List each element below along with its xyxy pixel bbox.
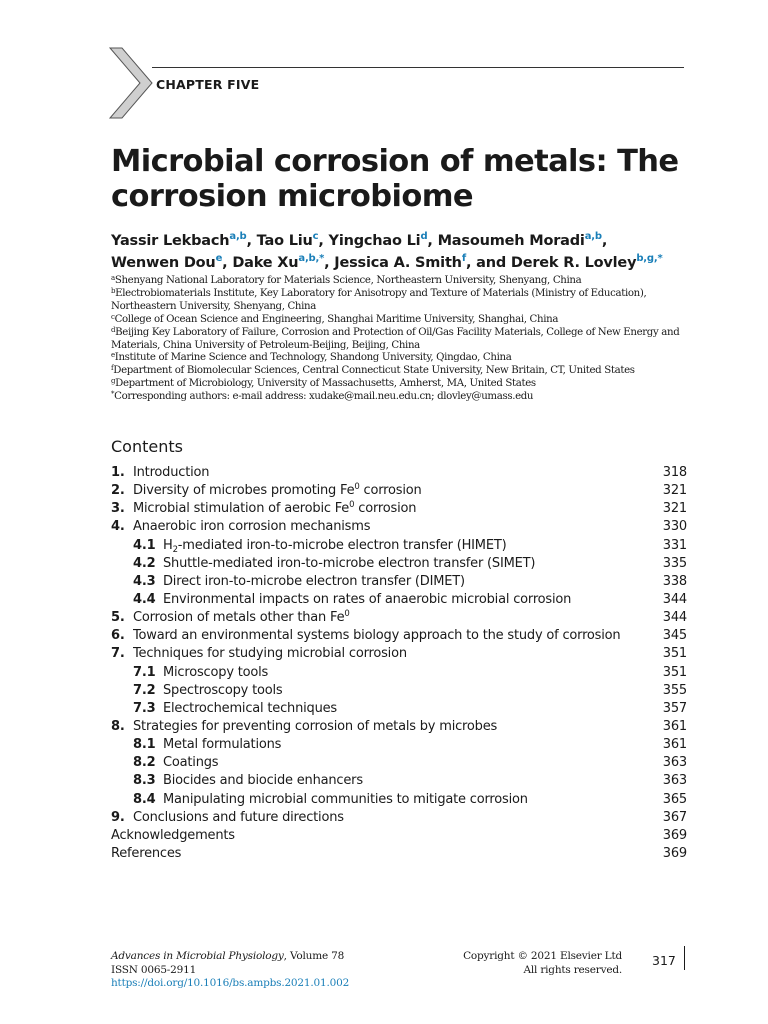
toc-title-text: Techniques for studying microbial corrosion: [133, 646, 407, 662]
toc-title-text: Manipulating microbial communities to mitigate corrosion: [163, 791, 528, 807]
toc-title-text: Environmental impacts on rates of anaerobic microbial corrosion: [163, 591, 572, 607]
issn: ISSN 0065-2911: [111, 963, 197, 976]
toc-title: [163, 736, 647, 754]
toc-entry[interactable]: [111, 664, 687, 682]
toc-superscript: 0: [349, 500, 355, 511]
toc-page-number: 363: [662, 755, 687, 771]
toc-page-number: 355: [662, 682, 687, 698]
toc-page-number: 367: [662, 809, 687, 825]
author-affiliation-marker: a,b: [584, 231, 602, 242]
page-number-rule: [684, 946, 685, 970]
author-name: Tao Liu: [256, 233, 313, 249]
author-name: Jessica A. Smith: [334, 255, 462, 271]
toc-entry[interactable]: [111, 537, 687, 555]
toc-page-number: 335: [662, 555, 687, 571]
toc-page-number: 331: [662, 537, 687, 553]
toc-number: 2.: [111, 483, 125, 499]
page-number: 317: [652, 953, 676, 968]
toc-page-number: 369: [662, 845, 687, 861]
toc-title-text: Conclusions and future directions: [133, 809, 344, 825]
toc-entry[interactable]: [111, 555, 687, 573]
toc-number: 6.: [111, 628, 125, 644]
affiliation-list: [111, 275, 691, 404]
toc-entry[interactable]: [111, 827, 687, 845]
affiliation-marker: g: [111, 377, 116, 386]
toc-superscript: 0: [344, 609, 350, 620]
toc-entry[interactable]: [111, 518, 687, 536]
affiliation-item: [111, 365, 691, 378]
toc-title-text: corrosion: [359, 483, 422, 499]
toc-title: [163, 772, 647, 790]
toc-entry[interactable]: [111, 591, 687, 609]
author-separator: ,: [601, 233, 608, 249]
author-affiliation-marker: e: [215, 253, 223, 264]
toc-entry[interactable]: [111, 809, 687, 827]
author-name: Wenwen Dou: [111, 255, 216, 271]
author-name: and Derek R. Lovley: [476, 255, 637, 271]
toc-title: [163, 555, 647, 573]
toc-page-number: 344: [662, 610, 687, 626]
toc-number: 7.: [111, 646, 125, 662]
toc-title: [133, 500, 647, 518]
author-affiliation-marker: d: [420, 231, 428, 242]
toc-number: 5.: [111, 610, 125, 626]
contents-heading: Contents: [111, 437, 183, 456]
author-affiliation-marker: c: [312, 231, 319, 242]
toc-page-number: 344: [662, 591, 687, 607]
toc-title: [133, 645, 647, 663]
toc-title-text: Metal formulations: [163, 737, 282, 753]
toc-title: [133, 809, 647, 827]
toc-indent: [111, 537, 133, 555]
affiliation-text: College of Ocean Science and Engineering, Shanghai Maritime University, Shanghai, China: [114, 313, 559, 325]
toc-page-number: 321: [662, 483, 687, 499]
toc-indent: [111, 736, 133, 754]
toc-number: 8.3: [133, 773, 156, 789]
toc-title-text: Anaerobic iron corrosion mechanisms: [133, 519, 371, 535]
author-name: Dake Xu: [232, 255, 299, 271]
toc-title-text: -mediated iron-to-microbe electron transfer (HIMET): [177, 537, 507, 553]
affiliation-text: Department of Microbiology, University of Massachusetts, Amherst, MA, United States: [115, 378, 536, 390]
toc-title-text: Biocides and biocide enhancers: [163, 773, 363, 789]
toc-indent: [111, 555, 133, 573]
toc-page-number: 345: [662, 628, 687, 644]
toc-title-text: Microbial stimulation of aerobic Fe: [133, 501, 350, 517]
toc-entry[interactable]: [111, 772, 687, 790]
author-name: Masoumeh Moradi: [437, 233, 585, 249]
chapter-label: CHAPTER FIVE: [156, 77, 260, 92]
chapter-rule: [152, 67, 684, 68]
toc-entry[interactable]: [111, 500, 687, 518]
toc-title: [163, 682, 647, 700]
toc-entry[interactable]: [111, 791, 687, 809]
toc-title: [133, 627, 647, 645]
toc-page-number: 351: [662, 664, 687, 680]
toc-title-text: Shuttle-mediated iron-to-microbe electron transfer (SIMET): [163, 555, 536, 571]
toc-page-number: 318: [662, 465, 687, 480]
toc-indent: [111, 754, 133, 772]
toc-number: 8.2: [133, 755, 156, 771]
toc-title-text: References: [111, 845, 182, 861]
toc-title: [163, 573, 647, 591]
affiliation-item: [111, 288, 691, 314]
affiliation-item: [111, 378, 691, 391]
doi-link[interactable]: https://doi.org/10.1016/bs.ampbs.2021.01.002: [111, 977, 350, 989]
toc-number: 4.2: [133, 555, 156, 571]
toc-entry[interactable]: [111, 609, 687, 627]
author-affiliation-marker: b,g,*: [636, 253, 663, 264]
toc-indent: [111, 591, 133, 609]
author-name: Yingchao Li: [328, 233, 421, 249]
author-separator: ,: [222, 255, 233, 271]
toc-page-number: 321: [662, 501, 687, 517]
toc-title-text: Introduction: [133, 465, 210, 480]
footer-copyright: [420, 950, 622, 977]
affiliation-item: [111, 314, 691, 327]
toc-indent: [111, 700, 133, 718]
toc-entry[interactable]: [111, 645, 687, 663]
author-affiliation-marker: f: [461, 253, 466, 264]
affiliation-marker: d: [111, 325, 116, 334]
toc-title-text: Spectroscopy tools: [163, 682, 283, 698]
toc-entry[interactable]: [111, 754, 687, 772]
chapter-title: Microbial corrosion of metals: The corrosion microbiome: [111, 144, 679, 214]
affiliation-text: Electrobiomaterials Institute, Key Laboratory for Anisotropy and Texture of Materials (Ministry of Education), Northeastern University, Shenyang, China: [111, 287, 647, 312]
toc-number: 8.1: [133, 737, 156, 753]
toc-number: 7.3: [133, 700, 156, 716]
toc-entry[interactable]: [111, 482, 687, 500]
toc-number: 4.3: [133, 573, 156, 589]
toc-title: [163, 664, 647, 682]
toc-title: [133, 609, 647, 627]
journal-volume: , Volume 78: [283, 950, 345, 962]
toc-page-number: 330: [662, 519, 687, 535]
toc-title-text: Microscopy tools: [163, 664, 269, 680]
affiliation-marker: b: [111, 286, 116, 295]
toc-title-text: Coatings: [163, 755, 219, 771]
toc-entry[interactable]: [111, 682, 687, 700]
author-name: Yassir Lekbach: [111, 233, 230, 249]
affiliation-marker: *: [111, 390, 115, 399]
toc-entry[interactable]: [111, 718, 687, 736]
toc-title-text: Corrosion of metals other than Fe: [133, 610, 345, 626]
toc-page-number: 361: [662, 718, 687, 734]
toc-entry[interactable]: [111, 700, 687, 718]
toc-indent: [111, 682, 133, 700]
toc-number: 9.: [111, 809, 125, 825]
toc-number: 7.1: [133, 664, 156, 680]
toc-indent: [111, 791, 133, 809]
toc-title: [163, 791, 647, 809]
toc-title: [133, 718, 647, 736]
author-affiliation-marker: a,b,*: [298, 253, 325, 264]
toc-title-text: Direct iron-to-microbe electron transfer (DIMET): [163, 573, 465, 589]
toc-entry[interactable]: [111, 464, 687, 482]
toc-title-text: Acknowledgements: [111, 827, 235, 843]
toc-title: [163, 537, 647, 555]
toc-title-text: Electrochemical techniques: [163, 700, 337, 716]
toc-page-number: 365: [662, 791, 687, 807]
toc-title: [163, 591, 647, 609]
toc-entry[interactable]: [111, 627, 687, 645]
toc-number: 7.2: [133, 682, 156, 698]
toc-indent: [111, 664, 133, 682]
affiliation-marker: a: [111, 274, 115, 282]
copyright-text: Copyright © 2021 Elsevier Ltd: [463, 950, 622, 962]
toc-title: [111, 845, 647, 863]
author-separator: ,: [465, 255, 477, 271]
footer-citation: [111, 950, 431, 991]
author-affiliation-marker: a,b: [229, 231, 247, 242]
affiliation-marker: e: [111, 351, 115, 360]
chapter-chevron-icon: [108, 46, 154, 120]
toc-indent: [111, 573, 133, 591]
toc-superscript: 0: [354, 482, 360, 493]
toc-number: 8.4: [133, 791, 156, 807]
toc-title: [133, 464, 647, 482]
toc-subscript: 2: [172, 544, 178, 555]
author-separator: ,: [246, 233, 257, 249]
toc-title-text: H: [163, 537, 173, 553]
toc-title-text: Strategies for preventing corrosion of metals by microbes: [133, 718, 498, 734]
toc-title: [163, 700, 647, 718]
affiliation-text: Department of Biomolecular Sciences, Central Connecticut State University, New Britain, CT, United States: [113, 365, 635, 377]
affiliation-marker: f: [111, 364, 114, 373]
toc-title: [133, 482, 647, 500]
affiliation-text: Beijing Key Laboratory of Failure, Corrosion and Protection of Oil/Gas Facility Materials, College of New Energy and Materials, China University of Petroleum-Beijing, Beijing, China: [111, 326, 680, 351]
toc-entry[interactable]: [111, 845, 687, 863]
author-separator: ,: [427, 233, 438, 249]
toc-number: 8.: [111, 718, 125, 734]
affiliation-item: [111, 327, 691, 353]
affiliation-text: Corresponding authors: e-mail address: xudake@mail.neu.edu.cn; dlovley@umass.edu: [114, 391, 534, 403]
author-list: [111, 230, 711, 274]
affiliation-text: Shenyang National Laboratory for Materials Science, Northeastern University, Shenyang, China: [114, 275, 582, 286]
author-separator: ,: [318, 233, 329, 249]
journal-name: Advances in Microbial Physiology: [111, 950, 284, 962]
toc-page-number: 357: [662, 700, 687, 716]
toc-page-number: 363: [662, 773, 687, 789]
toc-number: 4.: [111, 519, 125, 535]
toc-entry[interactable]: [111, 736, 687, 754]
toc-title-text: corrosion: [354, 501, 417, 517]
toc-number: 1.: [111, 465, 125, 480]
toc-title: [163, 754, 647, 772]
toc-indent: [111, 772, 133, 790]
toc-page-number: 369: [662, 827, 687, 843]
toc-number: 3.: [111, 501, 125, 517]
affiliation-item: [111, 391, 691, 404]
toc-page-number: 351: [662, 646, 687, 662]
toc-number: 4.1: [133, 537, 156, 553]
toc-number: 4.4: [133, 591, 156, 607]
toc-entry[interactable]: [111, 573, 687, 591]
affiliation-text: Institute of Marine Science and Technology, Shandong University, Qingdao, China: [114, 352, 512, 364]
affiliation-marker: c: [111, 312, 115, 321]
toc-title-text: Toward an environmental systems biology approach to the study of corrosion: [133, 628, 621, 644]
table-of-contents: [111, 464, 687, 863]
toc-title-text: Diversity of microbes promoting Fe: [133, 483, 355, 499]
toc-page-number: 361: [662, 737, 687, 753]
affiliation-item: [111, 352, 691, 365]
toc-page-number: 338: [662, 573, 687, 589]
toc-title: [133, 518, 647, 536]
rights-text: All rights reserved.: [523, 963, 622, 976]
author-separator: ,: [324, 255, 335, 271]
toc-title: [111, 827, 647, 845]
affiliation-item: [111, 275, 691, 288]
